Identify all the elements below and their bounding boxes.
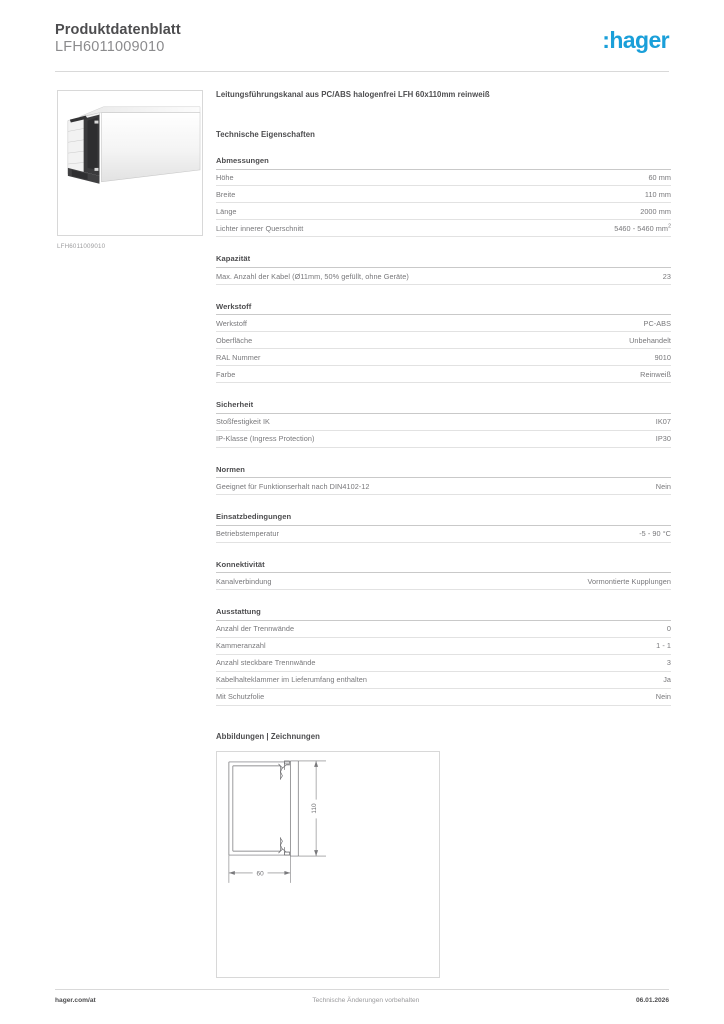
spec-row (216, 478, 671, 495)
spec-row (216, 315, 671, 332)
spec-value (614, 224, 671, 233)
spec-section (216, 254, 671, 284)
page-header (55, 22, 669, 70)
spec-section (216, 400, 671, 447)
section-title: Normen (216, 465, 671, 479)
spec-row (216, 170, 671, 187)
spec-row (216, 220, 671, 237)
spec-label: Werkstoff (216, 319, 247, 329)
spec-label: Oberfläche (216, 336, 253, 345)
spec-value-superscript: 2 (668, 223, 671, 230)
title-block (55, 22, 181, 55)
spec-label: Kabelhalteklammer im Lieferumfang enthalten (216, 675, 368, 685)
spec-value: PC-ABS (643, 319, 671, 329)
spec-value: 9010 (654, 352, 671, 362)
header-divider (55, 71, 669, 72)
spec-value: Ja (663, 675, 671, 685)
footer-date: 06.01.2026 (635, 997, 669, 1004)
spec-row (216, 655, 671, 672)
spec-label: Breite (216, 190, 236, 200)
spec-row (216, 638, 671, 655)
spec-value: 2000 mm (640, 207, 671, 217)
spec-label: Höhe (216, 173, 234, 183)
spec-label: Kanalverbindung (216, 576, 272, 586)
spec-value: Reinweiß (640, 369, 671, 379)
spec-row (216, 268, 671, 285)
spec-label: Länge (216, 207, 237, 217)
spec-section (216, 156, 671, 237)
spec-value: 1 - 1 (656, 641, 671, 651)
technical-properties-heading: Technische Eigenschaften (216, 130, 315, 139)
spec-label: Betriebstemperatur (216, 529, 279, 539)
spec-label: Farbe (216, 369, 236, 379)
spec-value: 60 mm (648, 173, 671, 183)
spec-label: RAL Nummer (216, 352, 261, 362)
technical-drawing (216, 751, 440, 978)
spec-value: 110 mm (644, 190, 671, 200)
spec-label: Anzahl steckbare Trennwände (216, 658, 316, 668)
spec-row (216, 414, 671, 431)
spec-label: IP-Klasse (Ingress Protection) (216, 434, 315, 444)
section-title: Werkstoff (216, 302, 671, 316)
spec-row (216, 431, 671, 448)
section-title: Konnektivität (216, 560, 671, 574)
section-title: Kapazität (216, 254, 671, 268)
drawings-heading: Abbildungen | Zeichnungen (216, 731, 320, 741)
spec-label: Lichter innerer Querschnitt (216, 224, 304, 234)
spec-label: Stoßfestigkeit IK (216, 417, 270, 427)
hager-logo: :hager (602, 27, 669, 53)
section-title: Sicherheit (216, 400, 671, 414)
spec-label: Mit Schutzfolie (216, 692, 265, 702)
spec-value: -5 - 90 °C (639, 529, 671, 539)
section-title: Ausstattung (216, 607, 671, 621)
cross-section-drawing (217, 752, 439, 977)
spec-value: 23 (662, 271, 671, 281)
spec-row (216, 573, 671, 590)
article-number: LFH6011009010 (55, 39, 165, 56)
spec-value: Nein (655, 692, 671, 702)
section-title: Abmessungen (216, 156, 671, 170)
spec-row (216, 203, 671, 220)
spec-row (216, 621, 671, 638)
footer-divider (55, 989, 669, 990)
spec-value: Nein (655, 481, 671, 491)
spec-label: Anzahl der Trennwände (216, 624, 295, 634)
main-content (216, 90, 671, 978)
spec-section (216, 560, 671, 590)
spec-section (216, 607, 671, 705)
spec-row (216, 186, 671, 203)
dimension-width-label: 60 (256, 870, 264, 878)
spec-value: 0 (666, 624, 671, 634)
spec-label: Geeignet für Funktionserhalt nach DIN4102-12 (216, 481, 370, 491)
spec-value: IP30 (655, 434, 671, 444)
spec-value-text: 5460 - 5460 mm (614, 224, 669, 234)
spec-section (216, 512, 671, 542)
page-footer (55, 997, 669, 1004)
spec-row (216, 349, 671, 366)
product-image-caption: LFH6011009010 (57, 243, 106, 250)
spec-row (216, 672, 671, 689)
product-name: Leitungsführungskanal aus PC/ABS halogenfrei LFH 60x110mm reinweiß (216, 90, 490, 99)
spec-value: Vormontierte Kupplungen (587, 576, 671, 586)
spec-sections (216, 156, 671, 706)
spec-row (216, 332, 671, 349)
spec-section (216, 465, 671, 495)
spec-row (216, 526, 671, 543)
spec-section (216, 302, 671, 383)
spec-row (216, 689, 671, 706)
spec-row (216, 366, 671, 383)
spec-label: Max. Anzahl der Kabel (Ø11mm, 50% gefüllt, ohne Geräte) (216, 271, 409, 281)
spec-value: IK07 (655, 417, 671, 427)
dimension-height-label: 110 (311, 803, 319, 814)
spec-label: Kammeranzahl (216, 641, 266, 651)
product-photo-illustration (58, 91, 202, 235)
footer-website[interactable]: hager.com/at (55, 997, 96, 1004)
product-image (57, 90, 203, 236)
spec-value: 3 (666, 658, 671, 668)
page-title: Produktdatenblatt (55, 22, 181, 38)
spec-value: Unbehandelt (629, 336, 671, 345)
section-title: Einsatzbedingungen (216, 512, 671, 526)
footer-disclaimer: Technische Änderungen vorbehalten (312, 997, 420, 1004)
